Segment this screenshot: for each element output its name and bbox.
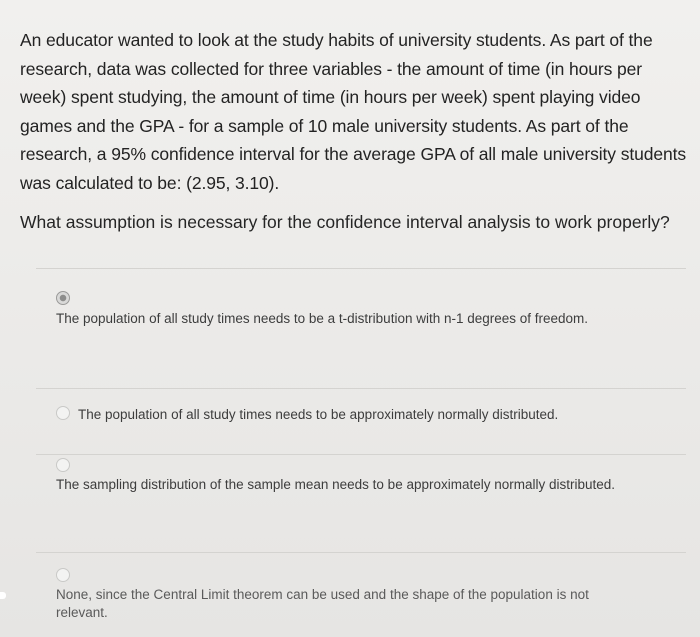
radio-button[interactable]: [56, 568, 70, 582]
divider: [36, 454, 686, 455]
answer-option-text: None, since the Central Limit theorem can be used and the shape of the population is not relevant.: [56, 587, 589, 620]
radio-button[interactable]: [56, 458, 70, 472]
divider: [36, 388, 686, 389]
answer-option-text: The population of all study times needs to be approximately normally distributed.: [78, 407, 559, 422]
page-edge-marker: [0, 592, 6, 599]
divider: [36, 552, 686, 553]
divider: [36, 268, 686, 269]
radio-button[interactable]: [56, 406, 70, 420]
answer-option-3[interactable]: [44, 458, 660, 528]
answer-option-1[interactable]: [44, 288, 660, 360]
answer-option-text: The sampling distribution of the sample mean needs to be approximately normally distributed.: [56, 477, 616, 492]
answer-option-text: The population of all study times needs to be a t-distribution with n-1 degrees of freedom.: [56, 311, 589, 326]
answer-option-2[interactable]: [44, 404, 660, 444]
question-prompt: What assumption is necessary for the confidence interval analysis to work properly?: [20, 212, 670, 232]
radio-button-selected[interactable]: [56, 291, 70, 305]
question-text: An educator wanted to look at the study habits of university students. As part of the research, data was collected for three variables - the amount of time (in hours per week) spent studying, the amount of time (in hours per week) spent playing video games and the GPA - for a sample of 10 male university students. As part of the research, a 95% confidence interval for the average GPA of all male university students was calculated to be: (2.95, 3.10).: [20, 30, 687, 193]
answer-option-4[interactable]: [44, 568, 660, 632]
